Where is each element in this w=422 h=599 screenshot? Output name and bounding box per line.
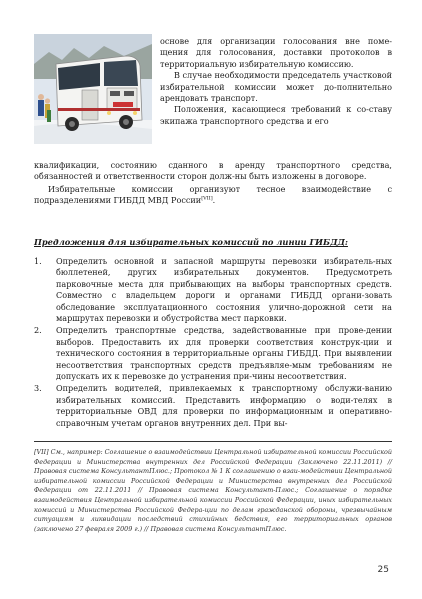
list-item — [34, 325, 392, 382]
section-heading: Предложения для избирательных комиссий по линии ГИБДД: — [34, 237, 348, 247]
list-item — [34, 383, 392, 429]
proposals-list — [34, 256, 392, 430]
cooperation-period: . — [212, 195, 216, 206]
list-item-number: 2. — [34, 325, 42, 336]
bus-photo-illustration — [34, 34, 152, 144]
footnote-divider — [34, 441, 392, 442]
list-item-text: Определить основной и запасной маршруты перевозки избиратель-ных бюллетеней, других избирательных документов. Предусмотреть парковочные места для прибывающих на выборы транспортных средств. Совместно с владельцем дороги и органами ГИБДД органи-зовать обследование эксплуатационного состояния улично-дорожной сети на маршрутах перевозки и обустройства мест парковки. — [56, 256, 392, 324]
right-text-block — [160, 36, 392, 127]
full-text-block — [34, 160, 392, 207]
paragraph-cooperation — [34, 184, 392, 207]
paragraph-crew-requirements: Положения, касающиеся требований к со-ставу экипажа транспортного средства и его — [160, 104, 392, 126]
bus-photo — [34, 34, 152, 144]
list-item-text: Определить водителей, привлекаемых к транспортному обслужи-ванию избирательных комиссий. Представить информацию о води-телях в территориальные ОВД для проверки по информационным и оперативно-справочным учетам органов внутренних дел. При вы- — [56, 383, 392, 428]
cooperation-text: Избирательные комиссии организуют тесное взаимодействие с подразделениями ГИБДД МВД России — [34, 183, 392, 206]
footnote: [VII] См., например: Соглашение о взаимодействии Центральной избирательной комиссии Российской Федерации и Министерства внутренних дел Российской Федерации (Заключено 22.11.2011) // Правовая система КонсультантПлюс.; Протокол № 1 К соглашению о взаи-модействии Центральной избирательной комиссии Российской Федерации и Министерства внутренних дел Российской Федерации от 22.11.2011 // Правовая система Консультант-Плюс.; Соглашение о порядке взаимодействия Центральной избирательной комиссии Российской Федерации, иных избирательных комиссий и Министерства Российской Федера-ции по делам гражданской обороны, чрезвычайным ситуациям и ликвидации последствий стихийных бедствия, его территориальных органов (заключено 27 февраля 2009 г.) // Правовая система КонсультантПлюс. — [34, 448, 392, 533]
page-number: 25 — [377, 565, 389, 575]
list-item-text: Определить транспортные средства, задействованные при прове-дении выборов. Предоставить их для проверки соответствия конструк-ции и технического состояния в территориальные органы ГИБДД. При выявлении несоответствия транспортных средств предъявляе-мым требованиям не допускать их к перевозке до устранения при-чины несоответствия. — [56, 325, 392, 382]
list-item-number: 3. — [34, 383, 42, 394]
paragraph-crew-requirements-continued: квалификации, состоянию сданного в аренду транспортного средства, обязанностей и ответственности сторон долж-ны быть изложены в договоре. — [34, 160, 392, 182]
paragraph-rent-transport: В случае необходимости председатель участковой избирательной комиссии может до-полнительно арендовать транспорт. — [160, 70, 392, 104]
footnote-reference: [VII] — [201, 195, 213, 202]
paragraph-voting-location: основе для организации голосования вне поме-щения для голосования, доставки протоколов в территориальную избирательную комиссию. — [160, 36, 392, 69]
list-item-number: 1. — [34, 256, 42, 266]
list-item — [34, 256, 392, 324]
